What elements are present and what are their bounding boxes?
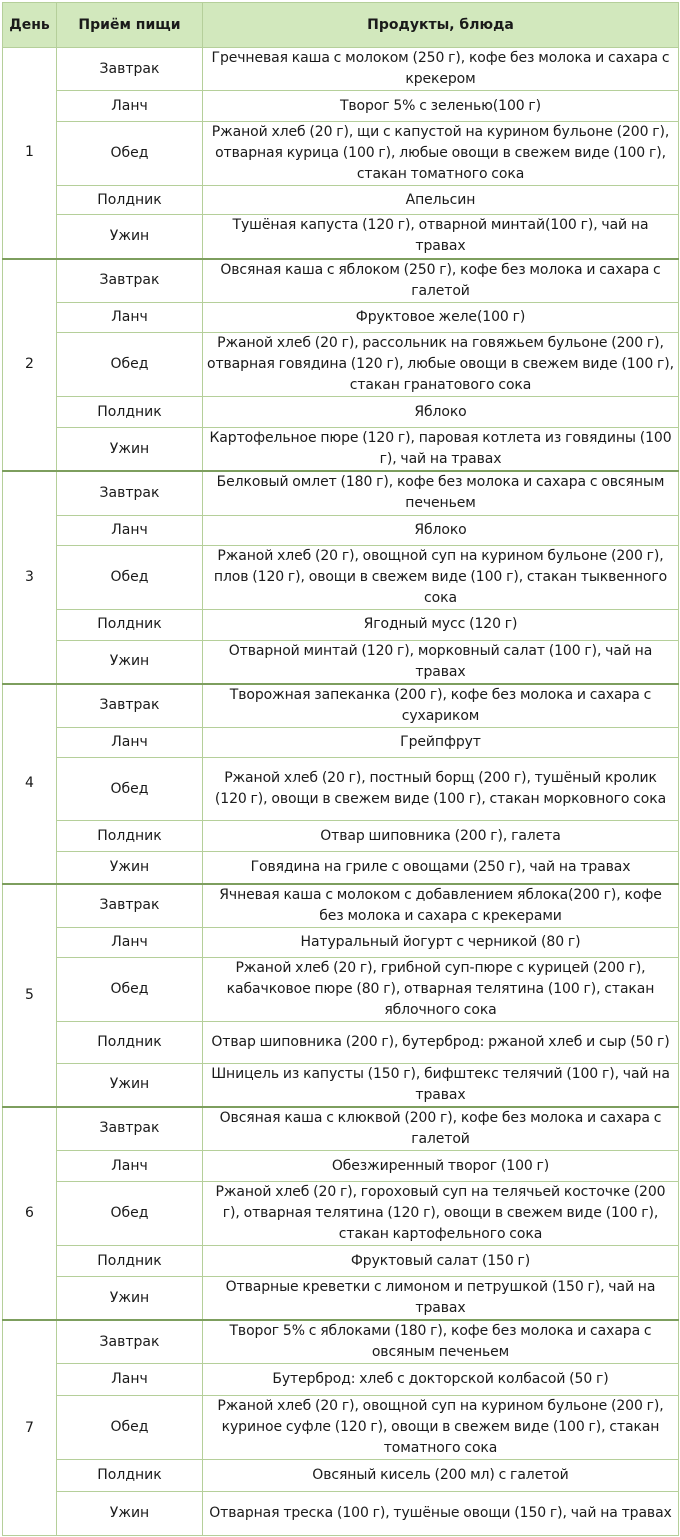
- meal-dishes: Натуральный йогурт с черникой (80 г): [203, 927, 679, 957]
- meal-name: Завтрак: [57, 1107, 203, 1151]
- table-row: [3, 1364, 679, 1396]
- meal-dishes: Творожная запеканка (200 г), кофе без молока и сахара с сухариком: [203, 684, 679, 728]
- meal-name: Завтрак: [57, 684, 203, 728]
- meal-name: Ланч: [57, 91, 203, 122]
- diet-menu-table: [2, 2, 679, 1536]
- meal-dishes: Яблоко: [203, 397, 679, 428]
- day-number: 3: [3, 471, 57, 684]
- table-row: [3, 1492, 679, 1536]
- meal-dishes: Ржаной хлеб (20 г), постный борщ (200 г), тушёный кролик (120 г), овощи в свежем виде (100 г), стакан морковного сока: [203, 758, 679, 821]
- day-number: 6: [3, 1107, 57, 1321]
- meal-dishes: Отвар шиповника (200 г), галета: [203, 821, 679, 852]
- meal-name: Завтрак: [57, 259, 203, 303]
- table-row: [3, 884, 679, 928]
- table-row: [3, 397, 679, 428]
- table-body: [3, 48, 679, 1536]
- header-meal: Приём пищи: [57, 3, 203, 48]
- meal-dishes: Ржаной хлеб (20 г), грибной суп-пюре с курицей (200 г), кабачковое пюре (80 г), отварная телятина (100 г), стакан яблочного сока: [203, 957, 679, 1021]
- table-row: [3, 215, 679, 259]
- table-row: [3, 640, 679, 684]
- table-row: [3, 1063, 679, 1107]
- table-row: [3, 957, 679, 1021]
- day-number: 2: [3, 259, 57, 472]
- meal-dishes: Ягодный мусс (120 г): [203, 609, 679, 640]
- meal-dishes: Картофельное пюре (120 г), паровая котлета из говядины (100 г), чай на травах: [203, 428, 679, 472]
- meal-dishes: Творог 5% с зеленью(100 г): [203, 91, 679, 122]
- table-row: [3, 852, 679, 884]
- meal-dishes: Шницель из капусты (150 г), бифштекс телячий (100 г), чай на травах: [203, 1063, 679, 1107]
- meal-name: Полдник: [57, 397, 203, 428]
- table-row: [3, 91, 679, 122]
- table-row: [3, 303, 679, 333]
- table-row: [3, 1277, 679, 1321]
- table-row: [3, 927, 679, 957]
- meal-name: Завтрак: [57, 48, 203, 91]
- header-food: Продукты, блюда: [203, 3, 679, 48]
- header-row: [3, 3, 679, 48]
- meal-name: Полдник: [57, 821, 203, 852]
- meal-name: Полдник: [57, 1246, 203, 1277]
- meal-dishes: Бутерброд: хлеб с докторской колбасой (50 г): [203, 1364, 679, 1396]
- meal-name: Ужин: [57, 215, 203, 259]
- day-number: 7: [3, 1320, 57, 1536]
- meal-name: Завтрак: [57, 884, 203, 928]
- meal-name: Обед: [57, 1396, 203, 1460]
- table-row: [3, 545, 679, 609]
- meal-dishes: Ржаной хлеб (20 г), овощной суп на курином бульоне (200 г), куриное суфле (120 г), овощи в свежем виде (100 г), стакан томатного сока: [203, 1396, 679, 1460]
- meal-name: Полдник: [57, 186, 203, 215]
- meal-name: Ланч: [57, 303, 203, 333]
- meal-name: Ужин: [57, 1063, 203, 1107]
- meal-dishes: Ячневая каша с молоком с добавлением яблока(200 г), кофе без молока и сахара с крекерами: [203, 884, 679, 928]
- meal-dishes: Ржаной хлеб (20 г), рассольник на говяжьем бульоне (200 г), отварная говядина (120 г), любые овощи в свежем виде (100 г), стакан гранатового сока: [203, 333, 679, 397]
- meal-name: Ужин: [57, 1277, 203, 1321]
- meal-dishes: Отварная треска (100 г), тушёные овощи (150 г), чай на травах: [203, 1492, 679, 1536]
- table-row: [3, 333, 679, 397]
- table-row: [3, 1182, 679, 1246]
- table-row: [3, 428, 679, 472]
- table-row: [3, 186, 679, 215]
- meal-dishes: Яблоко: [203, 515, 679, 545]
- meal-dishes: Фруктовый салат (150 г): [203, 1246, 679, 1277]
- meal-name: Ужин: [57, 852, 203, 884]
- meal-dishes: Обезжиренный творог (100 г): [203, 1151, 679, 1182]
- meal-dishes: Гречневая каша с молоком (250 г), кофе без молока и сахара с крекером: [203, 48, 679, 91]
- meal-dishes: Творог 5% с яблоками (180 г), кофе без молока и сахара с овсяным печеньем: [203, 1320, 679, 1364]
- meal-name: Полдник: [57, 1460, 203, 1492]
- day-number: 5: [3, 884, 57, 1107]
- meal-dishes: Овсяная каша с яблоком (250 г), кофе без молока и сахара с галетой: [203, 259, 679, 303]
- meal-name: Обед: [57, 545, 203, 609]
- meal-name: Ужин: [57, 640, 203, 684]
- meal-dishes: Отварной минтай (120 г), морковный салат (100 г), чай на травах: [203, 640, 679, 684]
- meal-dishes: Овсяный кисель (200 мл) с галетой: [203, 1460, 679, 1492]
- table-row: [3, 609, 679, 640]
- table-row: [3, 1151, 679, 1182]
- meal-name: Полдник: [57, 1021, 203, 1063]
- meal-name: Завтрак: [57, 471, 203, 515]
- meal-dishes: Тушёная капуста (120 г), отварной минтай(100 г), чай на травах: [203, 215, 679, 259]
- table-row: [3, 1320, 679, 1364]
- meal-dishes: Ржаной хлеб (20 г), гороховый суп на телячьей косточке (200 г), отварная телятина (120 г), овощи в свежем виде (100 г), стакан картофельного сока: [203, 1182, 679, 1246]
- meal-name: Обед: [57, 333, 203, 397]
- table-row: [3, 1460, 679, 1492]
- meal-name: Ланч: [57, 515, 203, 545]
- meal-dishes: Отварные креветки с лимоном и петрушкой (150 г), чай на травах: [203, 1277, 679, 1321]
- table-row: [3, 122, 679, 186]
- header-day: День: [3, 3, 57, 48]
- day-number: 4: [3, 684, 57, 884]
- meal-dishes: Ржаной хлеб (20 г), щи с капустой на курином бульоне (200 г), отварная курица (100 г), любые овощи в свежем виде (100 г), стакан томатного сока: [203, 122, 679, 186]
- meal-name: Ужин: [57, 1492, 203, 1536]
- meal-dishes: Отвар шиповника (200 г), бутерброд: ржаной хлеб и сыр (50 г): [203, 1021, 679, 1063]
- meal-name: Обед: [57, 1182, 203, 1246]
- meal-dishes: Говядина на гриле с овощами (250 г), чай на травах: [203, 852, 679, 884]
- table-row: [3, 758, 679, 821]
- meal-name: Ланч: [57, 728, 203, 758]
- day-number: 1: [3, 48, 57, 259]
- table-row: [3, 471, 679, 515]
- meal-name: Обед: [57, 758, 203, 821]
- meal-name: Обед: [57, 122, 203, 186]
- meal-name: Ланч: [57, 927, 203, 957]
- meal-dishes: Белковый омлет (180 г), кофе без молока и сахара с овсяным печеньем: [203, 471, 679, 515]
- meal-name: Ланч: [57, 1151, 203, 1182]
- table-row: [3, 821, 679, 852]
- meal-name: Завтрак: [57, 1320, 203, 1364]
- meal-name: Ужин: [57, 428, 203, 472]
- meal-dishes: Грейпфрут: [203, 728, 679, 758]
- meal-dishes: Ржаной хлеб (20 г), овощной суп на курином бульоне (200 г), плов (120 г), овощи в свежем виде (100 г), стакан тыквенного сока: [203, 545, 679, 609]
- table-row: [3, 1021, 679, 1063]
- meal-dishes: Апельсин: [203, 186, 679, 215]
- table-row: [3, 684, 679, 728]
- table-row: [3, 259, 679, 303]
- meal-dishes: Овсяная каша с клюквой (200 г), кофе без молока и сахара с галетой: [203, 1107, 679, 1151]
- table-row: [3, 1246, 679, 1277]
- meal-name: Полдник: [57, 609, 203, 640]
- table-row: [3, 1396, 679, 1460]
- table-row: [3, 48, 679, 91]
- meal-name: Обед: [57, 957, 203, 1021]
- table-row: [3, 515, 679, 545]
- meal-name: Ланч: [57, 1364, 203, 1396]
- meal-dishes: Фруктовое желе(100 г): [203, 303, 679, 333]
- table-row: [3, 728, 679, 758]
- table-row: [3, 1107, 679, 1151]
